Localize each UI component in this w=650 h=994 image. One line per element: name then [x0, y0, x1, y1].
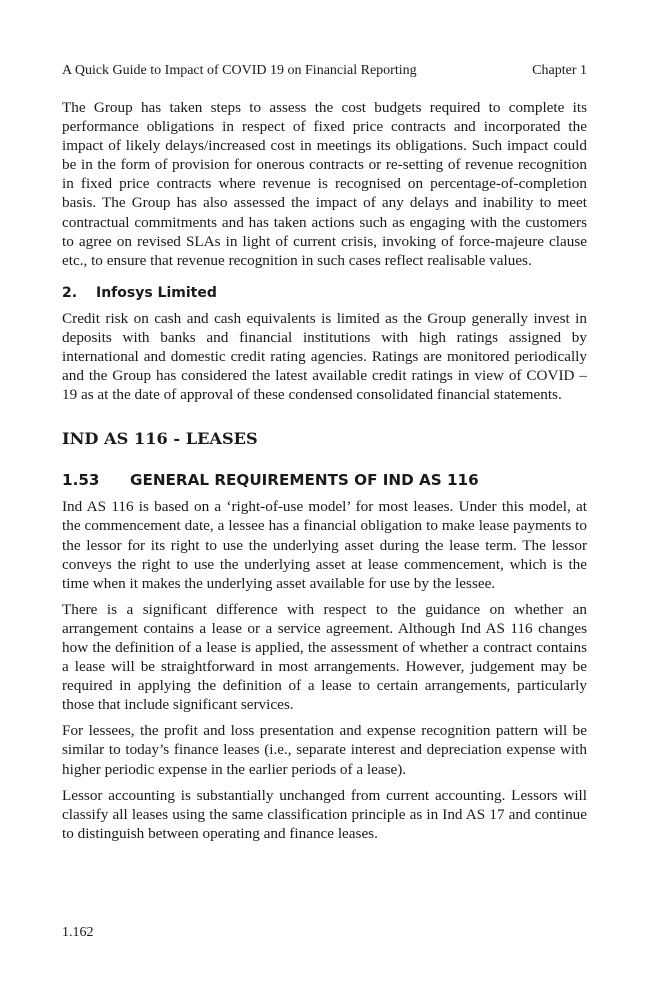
section-title: Infosys Limited — [96, 284, 217, 301]
standard-heading: IND AS 116 - LEASES — [62, 429, 258, 449]
body-paragraph: Lessor accounting is substantially unchanged from current accounting. Lessors will classify all leases using the same classification principle as in Ind AS 17 and continue to distinguish between operating and finance leases. — [62, 786, 587, 842]
section-number: 2. — [62, 284, 78, 301]
subsection-heading — [62, 470, 587, 490]
infosys-paragraph: Credit risk on cash and cash equivalents is limited as the Group generally invest in deposits with banks and financial institutions with high ratings assigned by international and domestic credit rating agencies. Ratings are monitored periodically and the Group has considered the latest available credit ratings in view of COVID – 19 as at the date of approval of these condensed consolidated financial statements. — [62, 309, 587, 404]
running-header — [62, 62, 587, 80]
document-page — [62, 62, 587, 850]
body-paragraph: There is a significant difference with respect to the guidance on whether an arrangement contains a lease or a service agreement. Although Ind AS 116 changes how the definition of a lease is applied, the assessment of whether a contract contains a lease will be straightforward in most arrangements. However, judgement may be required in applying the definition of a lease to certain arrangements, particularly those that include significant services. — [62, 600, 587, 714]
header-chapter: Chapter 1 — [532, 63, 587, 78]
body-paragraph: Ind AS 116 is based on a ‘right-of-use model’ for most leases. Under this model, at the commencement date, a lessee has a financial obligation to make lease payments to the lessor for its right to use the underlying asset during the lease term. The lessor conveys the right to use the underlying asset at lease commencement, which is the time when it makes the underlying asset available for use by the lessee. — [62, 498, 587, 592]
intro-paragraph: The Group has taken steps to assess the cost budgets required to complete its performance obligations in respect of fixed price contracts and incorporated the impact of likely delays/increased cost in meetings its obligations. Such impact could be in the form of provision for onerous contracts or re-setting of revenue recognition in fixed price contracts where revenue is recognised on percentage-of-completion basis. The Group has also assessed the impact of any delays and inability to meet contractual commitments and has taken actions such as engaging with the customers to agree on revised SLAs in light of current crisis, invoking of force-majeure clause etc., to ensure that revenue recognition in such cases reflect realisable values. — [62, 99, 587, 269]
body-paragraph: For lessees, the profit and loss presentation and expense recognition pattern will be similar to today’s finance leases (i.e., separate interest and depreciation expense with higher periodic expense in the earlier periods of a lease). — [62, 722, 587, 778]
section-heading-infosys — [62, 284, 587, 302]
page-number: 1.162 — [62, 925, 94, 940]
header-title: A Quick Guide to Impact of COVID 19 on Financial Reporting — [62, 63, 417, 78]
subsection-title: GENERAL REQUIREMENTS OF IND AS 116 — [130, 471, 479, 490]
subsection-number: 1.53 — [62, 471, 100, 490]
